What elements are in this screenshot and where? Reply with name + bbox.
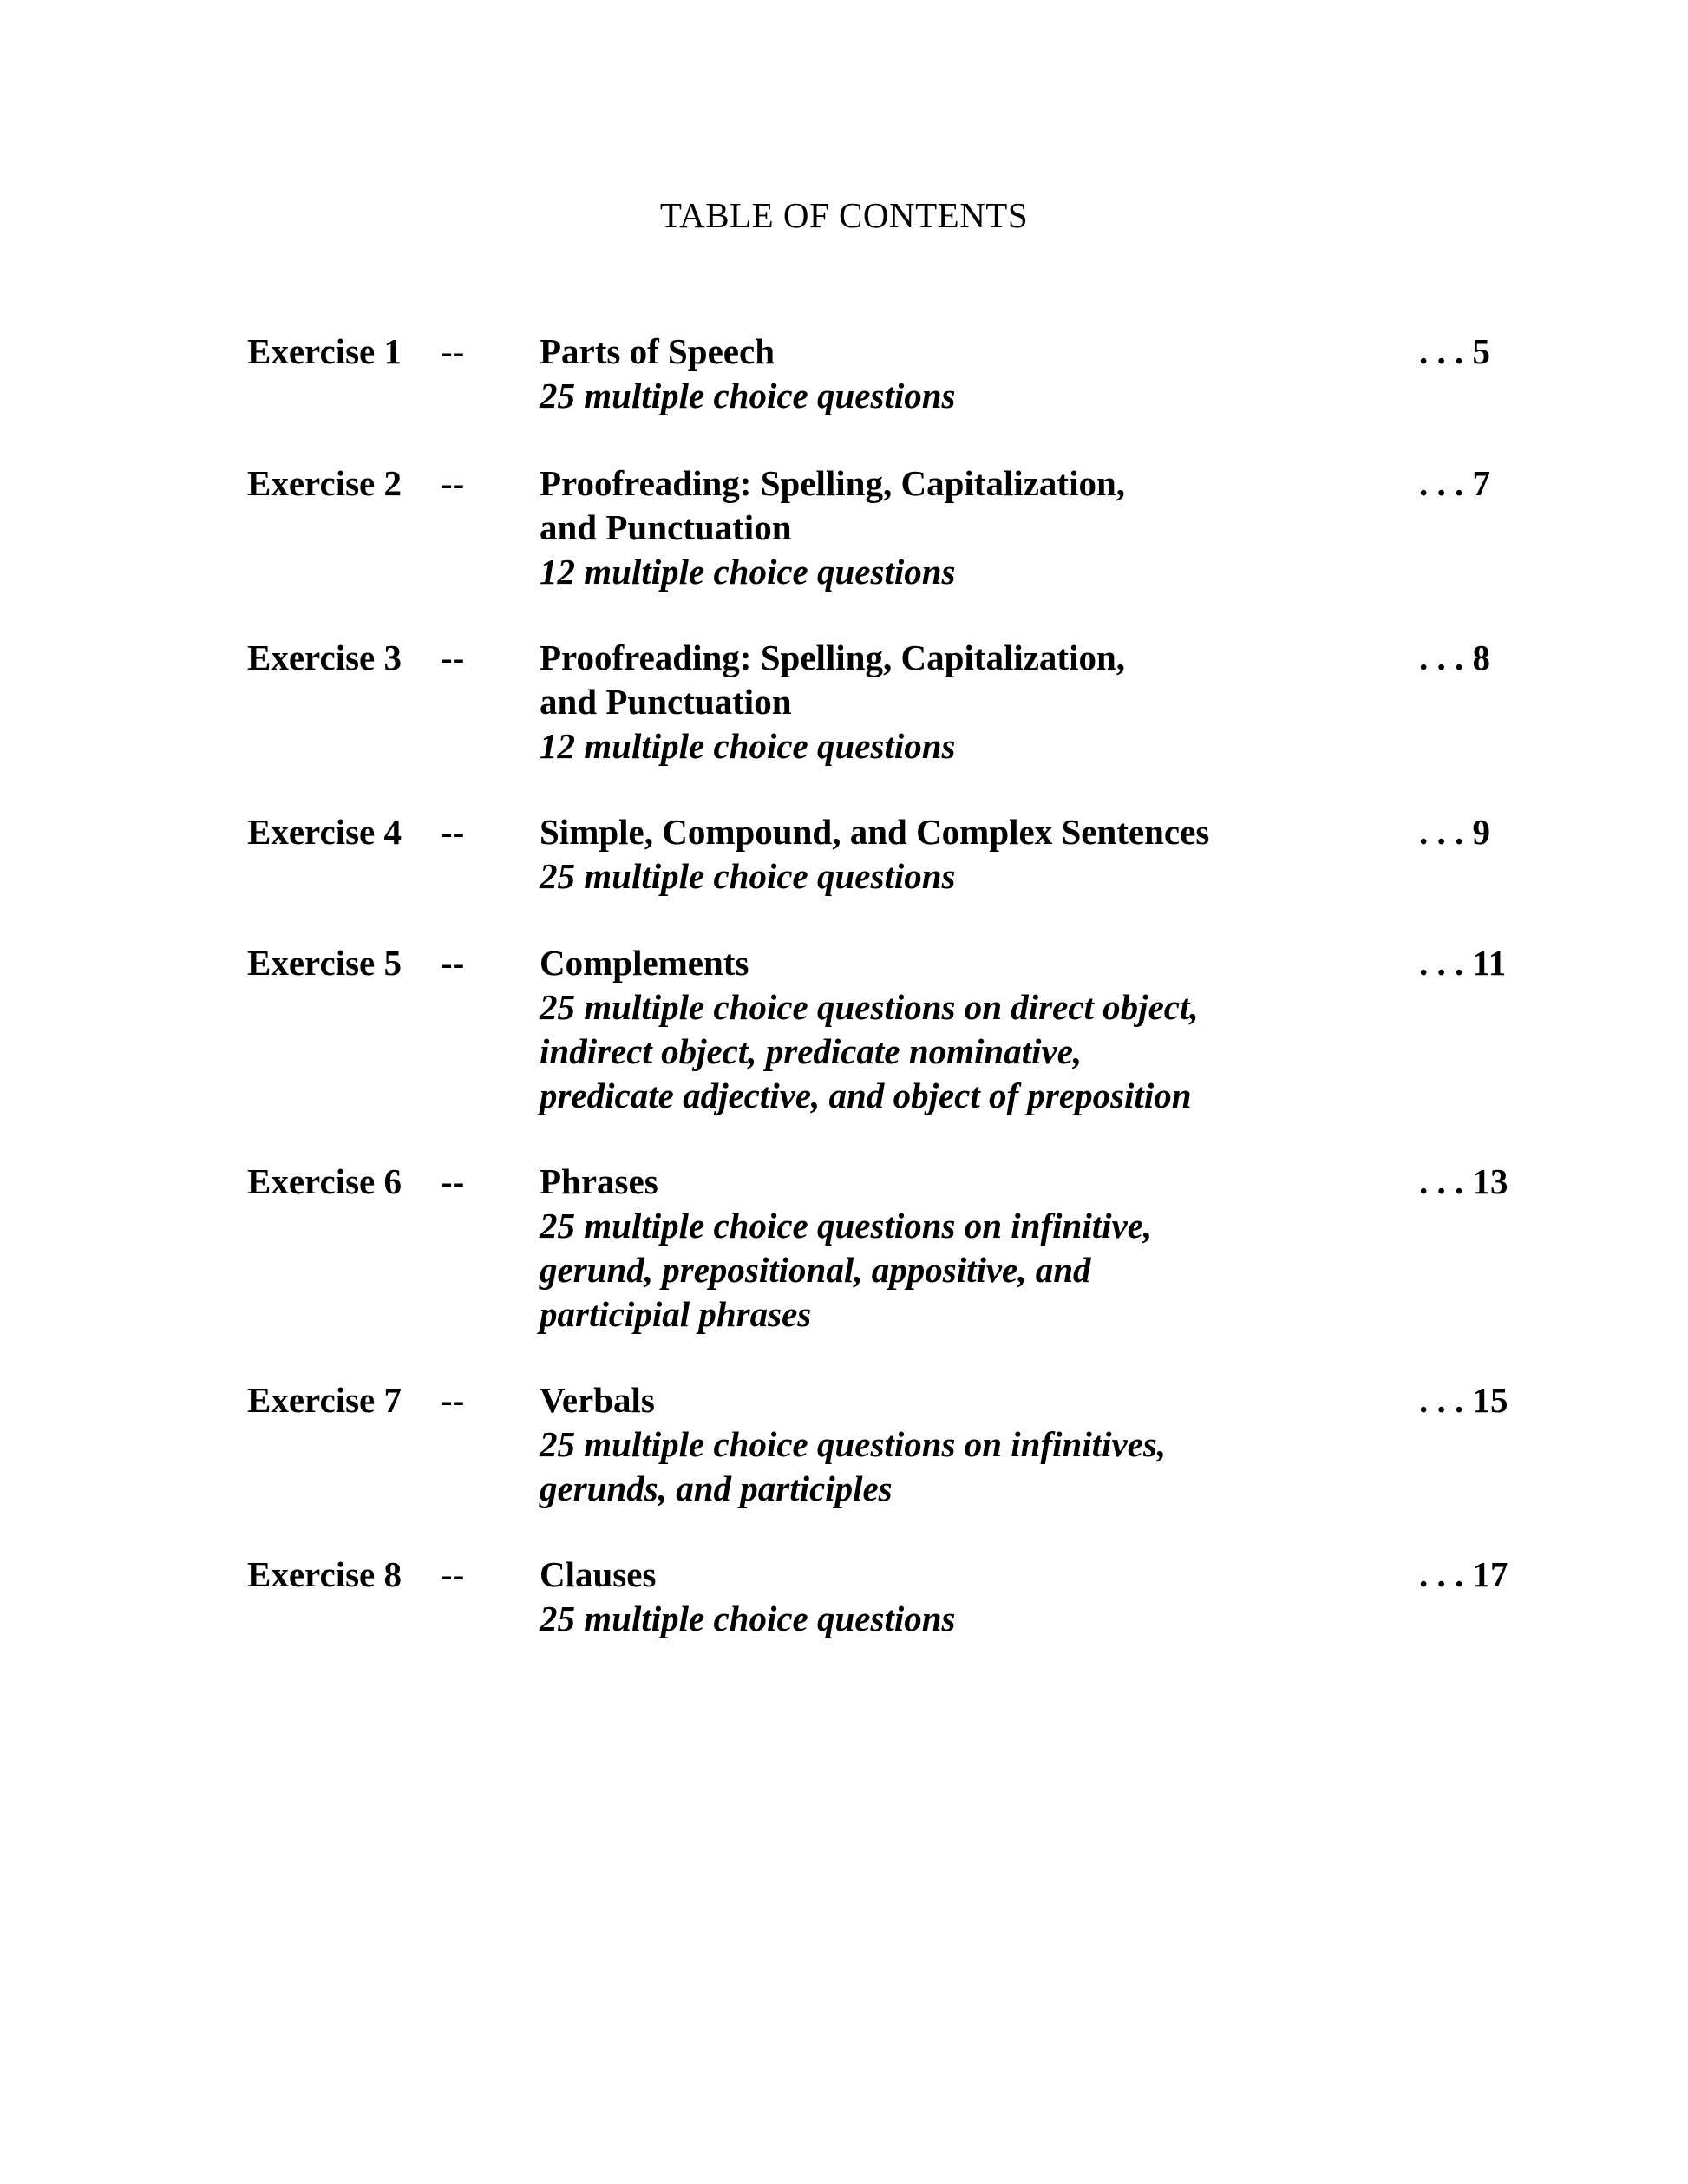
exercise-description-line: 12 multiple choice questions [540, 726, 956, 766]
entry-separator: -- [441, 1554, 465, 1594]
entry-body [540, 636, 1320, 768]
exercise-title-line: Proofreading: Spelling, Capitalization, [540, 638, 1126, 677]
entry-separator: -- [441, 331, 465, 371]
entry-body [540, 330, 1320, 418]
exercise-title-line: Simple, Compound, and Complex Sentences [540, 812, 1210, 852]
exercise-description-line: participial phrases [540, 1294, 812, 1334]
exercise-label: Exercise 1 [247, 331, 402, 371]
entry-separator: -- [441, 638, 465, 677]
exercise-title-line: and Punctuation [540, 682, 792, 722]
page-number: . . . 9 [1419, 812, 1490, 852]
exercise-description-line: 25 multiple choice questions on infinitives, [540, 1424, 1167, 1464]
page-number: . . . 8 [1419, 638, 1490, 677]
exercise-title-line: Clauses [540, 1554, 657, 1594]
exercise-title-line: Phrases [540, 1161, 658, 1201]
exercise-description-line: 25 multiple choice questions [540, 856, 956, 896]
entry-separator: -- [441, 1380, 465, 1420]
entry-body [540, 1378, 1320, 1511]
exercise-description-line: 25 multiple choice questions on infinitive, [540, 1206, 1153, 1246]
page-number: . . . 13 [1419, 1161, 1508, 1201]
exercise-description-line: predicate adjective, and object of preposition [540, 1076, 1192, 1115]
exercise-label: Exercise 8 [247, 1554, 402, 1594]
entry-body [540, 461, 1320, 594]
exercise-description-line: gerunds, and participles [540, 1468, 893, 1508]
exercise-label: Exercise 3 [247, 638, 402, 677]
exercise-label: Exercise 6 [247, 1161, 402, 1201]
exercise-label: Exercise 4 [247, 812, 402, 852]
entry-body [540, 810, 1320, 899]
exercise-label: Exercise 7 [247, 1380, 402, 1420]
page-number: . . . 5 [1419, 331, 1490, 371]
entry-body [540, 1160, 1320, 1337]
page-number: . . . 7 [1419, 463, 1490, 503]
page-number: . . . 15 [1419, 1380, 1508, 1420]
exercise-title-line: Complements [540, 943, 749, 983]
exercise-description-line: 25 multiple choice questions on direct object, [540, 987, 1199, 1027]
entry-body [540, 941, 1320, 1118]
entry-separator: -- [441, 812, 465, 852]
entry-separator: -- [441, 943, 465, 983]
entry-separator: -- [441, 463, 465, 503]
entry-separator: -- [441, 1161, 465, 1201]
entry-body [540, 1553, 1320, 1641]
exercise-description-line: 12 multiple choice questions [540, 552, 956, 592]
page-title: TABLE OF CONTENTS [659, 195, 1029, 235]
exercise-description-line: 25 multiple choice questions [540, 1599, 956, 1638]
exercise-label: Exercise 2 [247, 463, 402, 503]
page-number: . . . 17 [1419, 1554, 1508, 1594]
exercise-title-line: Verbals [540, 1380, 655, 1420]
exercise-description-line: indirect object, predicate nominative, [540, 1031, 1083, 1071]
page-number: . . . 11 [1419, 943, 1507, 983]
exercise-label: Exercise 5 [247, 943, 402, 983]
exercise-title-line: Parts of Speech [540, 331, 775, 371]
exercise-title-line: Proofreading: Spelling, Capitalization, [540, 463, 1126, 503]
exercise-title-line: and Punctuation [540, 507, 792, 547]
exercise-description-line: gerund, prepositional, appositive, and [540, 1250, 1091, 1290]
exercise-description-line: 25 multiple choice questions [540, 376, 956, 415]
